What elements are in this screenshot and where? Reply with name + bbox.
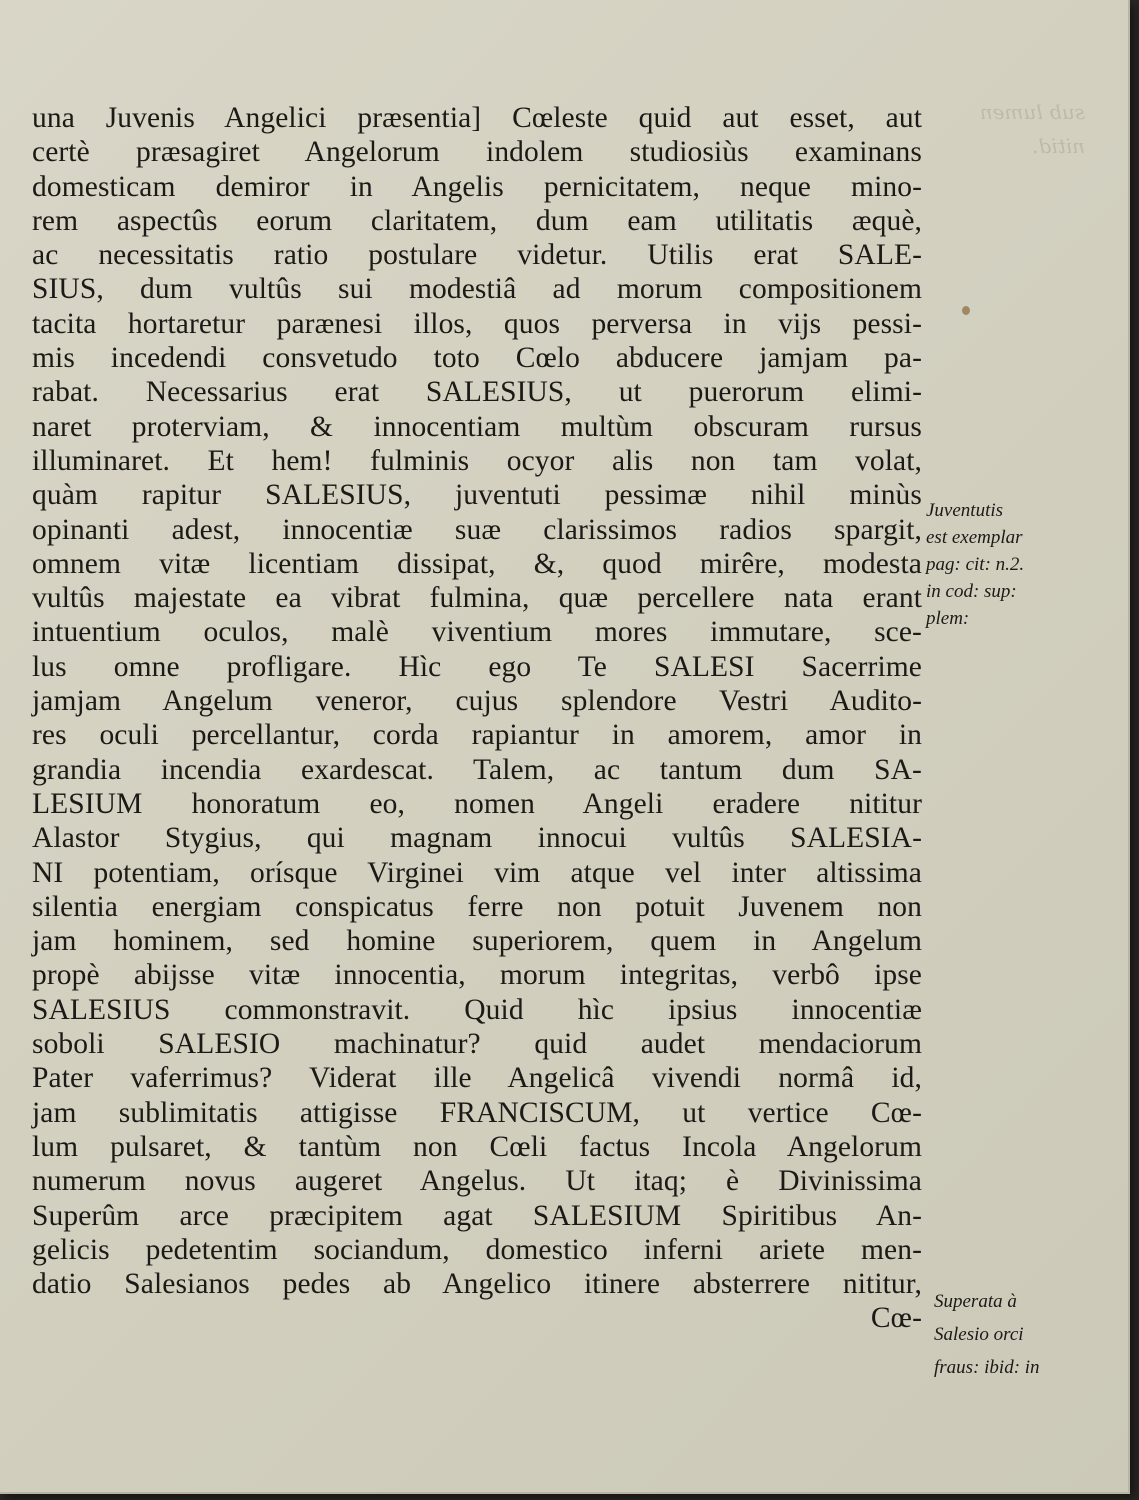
catchword: Cœ-: [870, 1302, 922, 1335]
paper-stain: [962, 306, 970, 315]
text-line: Superûm arce præcipitem agat SALESIUM Spiritibus An-: [32, 1199, 922, 1232]
text-line: silentia energiam conspicatus ferre non potuit Juvenem non: [32, 890, 922, 923]
margin-note-superata: [934, 1285, 1040, 1384]
text-line: domesticam demiror in Angelis pernicitatem, neque mino-: [32, 170, 922, 203]
text-line: lum pulsaret, & tantùm non Cœli factus Incola Angelorum: [32, 1130, 922, 1163]
text-line: tacita hortaretur parænesi illos, quos perversa in vijs pessi-: [32, 307, 922, 340]
text-line: LESIUM honoratum eo, nomen Angeli eradere nititur: [32, 787, 922, 820]
show-through-text: sub lumen nitid.: [979, 100, 1085, 158]
text-line: datio Salesianos pedes ab Angelico itinere absterrere nititur,: [32, 1268, 922, 1301]
text-line: soboli SALESIO machinatur? quid audet mendaciorum: [32, 1028, 922, 1061]
text-line: vultûs majestate ea vibrat fulmina, quæ percellere nata erant: [32, 582, 922, 615]
text-line: propè abijsse vitæ innocentia, morum integritas, verbô ipse: [32, 959, 922, 992]
text-line: numerum novus augeret Angelus. Ut itaq; è Divinissima: [32, 1165, 922, 1198]
text-line: ac necessitatis ratio postulare videtur. Utilis erat SALE-: [32, 239, 922, 272]
margin-note-line: fraus: ibid: in: [934, 1357, 1040, 1378]
margin-note-line: est exemplar: [926, 527, 1023, 548]
text-line: rabat. Necessarius erat SALESIUS, ut puerorum elimi-: [32, 376, 922, 409]
text-line: jam sublimitatis attigisse FRANCISCUM, ut vertice Cœ-: [32, 1096, 922, 1129]
text-line: gelicis pedetentim sociandum, domestico inferni ariete men-: [32, 1233, 922, 1266]
main-text-block: [32, 101, 922, 1336]
text-line: jam hominem, sed homine superiorem, quem in Angelum: [32, 925, 922, 958]
margin-note-juventutis: [926, 497, 1024, 632]
text-line: illuminaret. Et hem! fulminis ocyor alis non tam volat,: [32, 444, 922, 477]
text-line: jamjam Angelum veneror, cujus splendore Vestri Audito-: [32, 685, 922, 718]
text-line: Alastor Stygius, qui magnam innocui vultûs SALESIA-: [32, 822, 922, 855]
text-line: SIUS, dum vultûs sui modestiâ ad morum compositionem: [32, 273, 922, 306]
text-line: rem aspectûs eorum claritatem, dum eam utilitatis æquè,: [32, 204, 922, 237]
text-line: naret proterviam, & innocentiam multùm obscuram rursus: [32, 410, 922, 443]
text-line: opinanti adest, innocentiæ suæ clarissimos radios spargit,: [32, 513, 922, 546]
margin-note-line: plem:: [926, 608, 970, 629]
text-line: NI potentiam, orísque Virginei vim atque vel inter altissima: [32, 856, 922, 889]
margin-note-line: Juventutis: [926, 500, 1004, 521]
text-line: grandia incendia exardescat. Talem, ac tantum dum SA-: [32, 753, 922, 786]
text-line: SALESIUS commonstravit. Quid hìc ipsius innocentiæ: [32, 993, 922, 1026]
text-line: mis incedendi consvetudo toto Cœlo abducere jamjam pa-: [32, 342, 922, 375]
margin-note-line: Salesio orci: [934, 1324, 1024, 1345]
text-line: intuentium oculos, malè viventium mores immutare, sce-: [32, 616, 922, 649]
text-line: una Juvenis Angelici præsentia] Cœleste quid aut esset, aut: [32, 102, 922, 134]
text-line: omnem vitæ licentiam dissipat, &, quod mirêre, modesta: [32, 547, 922, 580]
margin-note-line: Superata à: [934, 1291, 1017, 1312]
margin-note-line: pag: cit: n.2.: [926, 554, 1025, 575]
text-line: Pater vaferrimus? Viderat ille Angelicâ vivendi normâ id,: [32, 1062, 922, 1095]
margin-note-line: in cod: sup:: [926, 581, 1017, 602]
text-line: quàm rapitur SALESIUS, juventuti pessimæ nihil minùs: [32, 479, 922, 512]
text-line: lus omne profligare. Hìc ego Te SALESI Sacerrime: [32, 650, 922, 683]
text-line: certè præsagiret Angelorum indolem studiosiùs examinans: [32, 136, 922, 169]
text-line: res oculi percellantur, corda rapiantur in amorem, amor in: [32, 719, 922, 752]
